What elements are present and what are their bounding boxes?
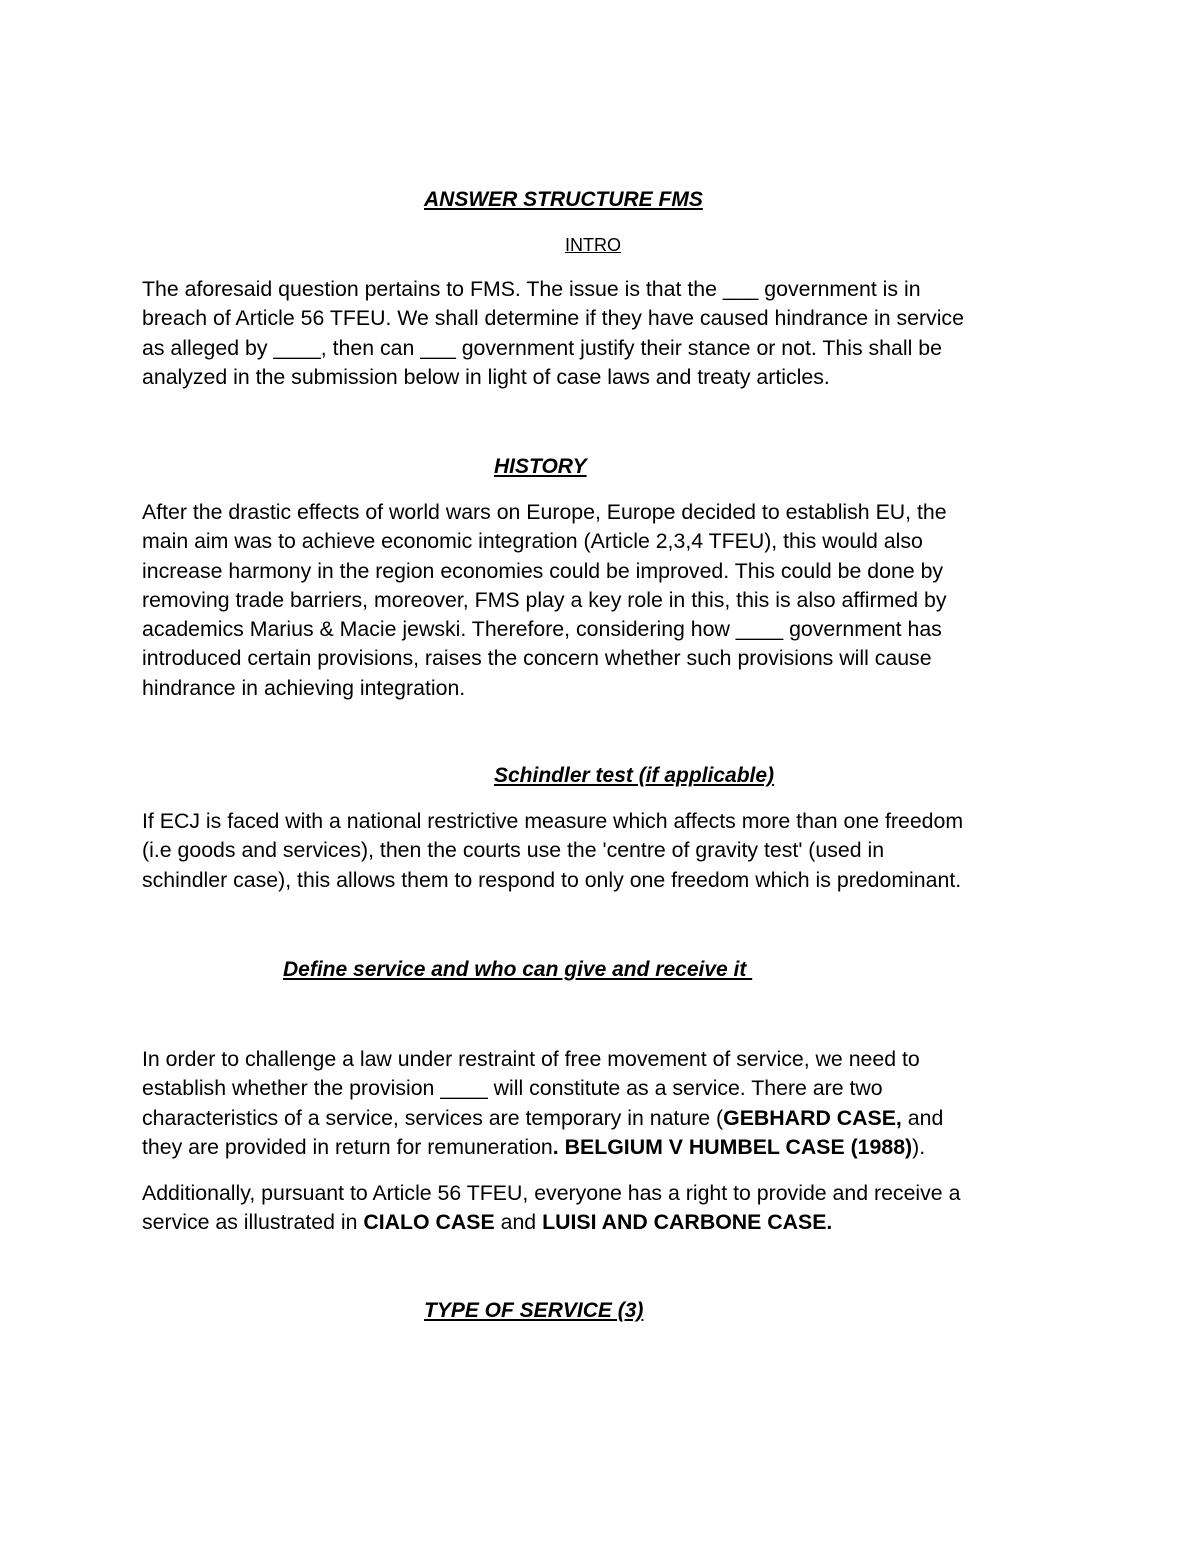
define-service-heading: Define service and who can give and receive it	[283, 958, 753, 981]
provide-receive-paragraph	[142, 1179, 1062, 1238]
history-line: hindrance in achieving integration.	[142, 675, 466, 700]
history-heading: HISTORY	[494, 455, 587, 478]
define-service-line: In order to challenge a law under restraint of free movement of service, we need to	[142, 1047, 920, 1071]
schindler-paragraph	[142, 807, 1062, 895]
history-paragraph	[142, 498, 1062, 703]
text-run: they are provided in return for remuneration	[142, 1134, 553, 1159]
case-name: . BELGIUM V HUMBEL CASE (1988)	[552, 1134, 913, 1159]
document-title: ANSWER STRUCTURE FMS	[424, 188, 703, 211]
history-line: academics Marius & Macie jewski. Therefore, considering how ____ government has	[142, 617, 942, 642]
case-name: LUISI AND CARBONE CASE.	[542, 1210, 833, 1235]
intro-line: The aforesaid question pertains to FMS. The issue is that the ___ government is in	[142, 277, 921, 301]
history-line: main aim was to achieve economic integration (Article 2,3,4 TFEU), this would also	[142, 529, 923, 554]
case-name: CIALO CASE	[363, 1210, 495, 1235]
intro-paragraph	[142, 275, 1062, 392]
history-line: increase harmony in the region economies could be improved. This could be done by	[142, 558, 944, 583]
schindler-line: (i.e goods and services), then the courts use the 'centre of gravity test' (used in	[142, 838, 885, 863]
define-service-line: establish whether the provision ____ will constitute as a service. There are two	[142, 1076, 883, 1101]
text-run: characteristics of a service, services are temporary in nature (	[142, 1105, 724, 1130]
intro-line: as alleged by ____, then can ___ government justify their stance or not. This shall be	[142, 335, 942, 360]
history-line: introduced certain provisions, raises the concern whether such provisions will cause	[142, 646, 932, 671]
intro-line: analyzed in the submission below in light of case laws and treaty articles.	[142, 364, 830, 389]
text-run: and	[494, 1210, 543, 1235]
provide-receive-line	[142, 1208, 1062, 1237]
schindler-line: schindler case), this allows them to respond to only one freedom which is predominant.	[142, 867, 962, 892]
history-line: removing trade barriers, moreover, FMS play a key role in this, this is also affirmed by	[142, 587, 947, 612]
provide-receive-line: Additionally, pursuant to Article 56 TFEU, everyone has a right to provide and receive a	[142, 1181, 961, 1205]
text-run: ).	[912, 1134, 926, 1159]
schindler-heading: Schindler test (if applicable)	[494, 764, 775, 787]
define-service-paragraph	[142, 1045, 1062, 1162]
intro-line: breach of Article 56 TFEU. We shall determine if they have caused hindrance in service	[142, 306, 964, 331]
intro-heading: INTRO	[565, 235, 621, 255]
define-service-line	[142, 1133, 1062, 1162]
text-run: service as illustrated in	[142, 1210, 364, 1235]
define-service-line	[142, 1104, 1062, 1133]
text-run: and	[901, 1105, 944, 1130]
schindler-line: If ECJ is faced with a national restrictive measure which affects more than one freedom	[142, 809, 964, 833]
case-name: GEBHARD CASE,	[723, 1105, 902, 1130]
type-of-service-heading: TYPE OF SERVICE (3)	[424, 1299, 644, 1322]
history-line: After the drastic effects of world wars on Europe, Europe decided to establish EU, the	[142, 500, 947, 524]
